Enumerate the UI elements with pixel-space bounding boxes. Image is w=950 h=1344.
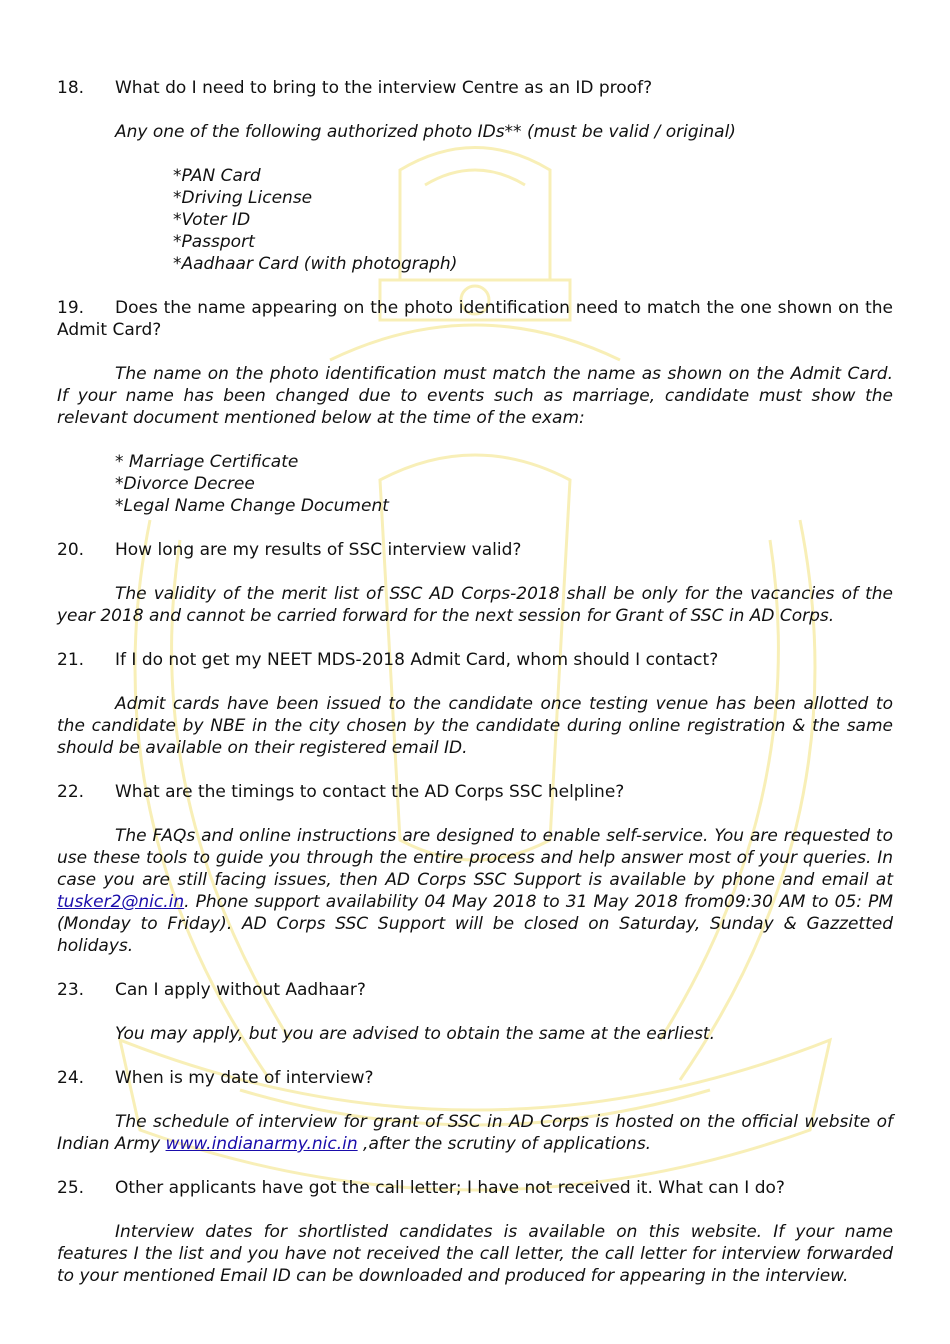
question-22: [57, 781, 893, 803]
list-item: *Driving License: [173, 188, 313, 208]
list-item: *Aadhaar Card (with photograph): [173, 254, 458, 274]
question-text: What do I need to bring to the interview Centre as an ID proof?: [115, 78, 653, 98]
list-item: *Legal Name Change Document: [115, 496, 389, 516]
question-20: [57, 539, 893, 561]
answer-24: [57, 1111, 893, 1155]
question-25: [57, 1177, 893, 1199]
question-text: How long are my results of SSC interview valid?: [115, 540, 522, 560]
question-24: [57, 1067, 893, 1089]
question-text: Can I apply without Aadhaar?: [115, 980, 366, 1000]
question-number: 23.: [57, 980, 85, 1000]
name-change-docs-list: [57, 451, 893, 517]
question-number: 20.: [57, 540, 85, 560]
answer-22: [57, 825, 893, 957]
id-proof-list: [57, 165, 893, 275]
list-item: *Passport: [173, 232, 255, 252]
answer-18: Any one of the following authorized photo IDs** (must be valid / original): [115, 122, 736, 142]
question-23: [57, 979, 893, 1001]
question-19: [57, 297, 893, 341]
answer-25: Interview dates for shortlisted candidates is available on this website. If your name features I the list and you have not received the call letter, the call letter for interview forwarded to your mentioned Email ID can be downloaded and produced for appearing in the interview.: [57, 1222, 893, 1286]
answer-text: ,after the scrutiny of applications.: [357, 1134, 652, 1154]
question-text: When is my date of interview?: [115, 1068, 374, 1088]
question-text: Other applicants have got the call letter; I have not received it. What can I do?: [115, 1178, 785, 1198]
list-item: *PAN Card: [173, 166, 261, 186]
faq-document: [57, 77, 893, 1309]
list-item: *Divorce Decree: [115, 474, 255, 494]
answer-23: You may apply, but you are advised to obtain the same at the earliest.: [115, 1024, 715, 1044]
question-number: 22.: [57, 782, 85, 802]
answer-20: The validity of the merit list of SSC AD Corps-2018 shall be only for the vacancies of the year 2018 and cannot be carried forward for the next session for Grant of SSC in AD Corps.: [57, 584, 893, 626]
question-number: 25.: [57, 1178, 85, 1198]
question-text: If I do not get my NEET MDS-2018 Admit Card, whom should I contact?: [115, 650, 719, 670]
question-text: What are the timings to contact the AD Corps SSC helpline?: [115, 782, 625, 802]
answer-text: . Phone support availability 04 May 2018 to 31 May 2018 from09:30 AM to 05: PM (Monday to Friday). AD Corps SSC Support will be closed on Saturday, Sunday & Gazzetted holidays.: [57, 892, 893, 956]
question-text: Does the name appearing on the photo identification need to match the one shown on the Admit Card?: [57, 298, 893, 340]
question-number: 21.: [57, 650, 85, 670]
question-18: [57, 77, 893, 99]
answer-text: The schedule of interview for grant of SSC in AD Corps is hosted on the official website of Indian Army: [57, 1112, 893, 1154]
support-email-link[interactable]: tusker2@nic.in: [57, 892, 185, 912]
question-number: 18.: [57, 78, 85, 98]
army-website-link[interactable]: www.indianarmy.nic.in: [165, 1134, 358, 1154]
list-item: *Voter ID: [173, 210, 251, 230]
answer-19: The name on the photo identification must match the name as shown on the Admit Card. If your name has been changed due to events such as marriage, candidate must show the relevant document mentioned below at the time of the exam:: [57, 364, 893, 428]
question-number: 19.: [57, 298, 85, 318]
answer-text: The FAQs and online instructions are designed to enable self-service. You are requested to use these tools to guide you through the entire process and help answer most of your queries. In case you are still facing issues, then AD Corps SSC Support is available by phone and email at: [57, 826, 893, 890]
question-number: 24.: [57, 1068, 85, 1088]
list-item: * Marriage Certificate: [115, 452, 299, 472]
question-21: [57, 649, 893, 671]
answer-21: Admit cards have been issued to the candidate once testing venue has been allotted to the candidate by NBE in the city chosen by the candidate during online registration & the same should be available on their registered email ID.: [57, 694, 893, 758]
